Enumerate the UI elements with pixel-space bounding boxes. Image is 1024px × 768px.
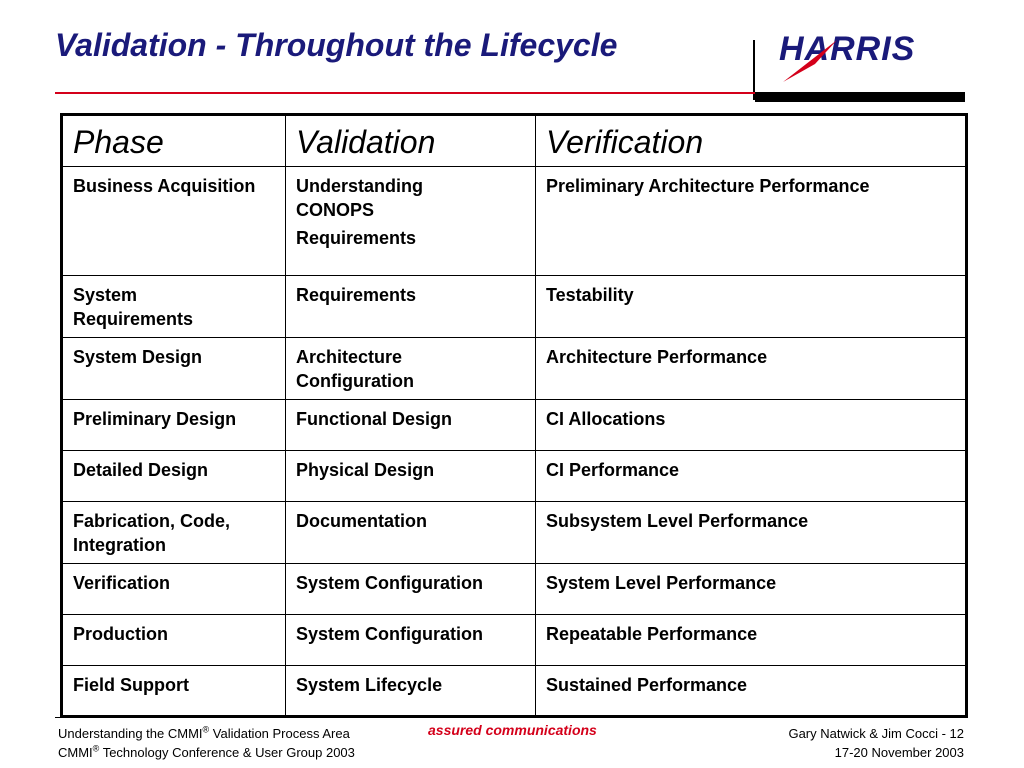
- table-row: [62, 615, 967, 666]
- phase-text: Fabrication, Code, Integration: [73, 511, 231, 555]
- cell-validation: Functional Design: [286, 400, 536, 451]
- cell-validation: System Configuration: [286, 564, 536, 615]
- slide-title: Validation - Throughout the Lifecycle: [55, 27, 618, 63]
- table-row: [62, 400, 967, 451]
- validation-item: CONOPS: [296, 200, 375, 220]
- footer-date: 17-20 November 2003: [834, 745, 964, 760]
- cell-phase: Production: [62, 615, 286, 666]
- header-black-bar: [755, 92, 965, 102]
- footer-text: Technology Conference & User Group 2003: [99, 745, 355, 760]
- cell-phase: [62, 502, 286, 564]
- cell-validation: [286, 338, 536, 400]
- footer-text: CMMI: [58, 745, 93, 760]
- header-verification: Verification: [536, 115, 967, 167]
- table-row: [62, 451, 967, 502]
- cell-phase: [62, 276, 286, 338]
- table-row: [62, 502, 967, 564]
- validation-item: Understanding: [296, 176, 424, 196]
- cell-validation: System Lifecycle: [286, 666, 536, 717]
- registered-mark: ®: [92, 743, 100, 754]
- cell-verification: Architecture Performance: [536, 338, 967, 400]
- header-validation: Validation: [286, 115, 536, 167]
- harris-logo: [775, 30, 955, 85]
- footer-left-line1: [58, 724, 355, 743]
- footer-text: Understanding the CMMI: [58, 726, 203, 741]
- footer-rule: [55, 717, 965, 718]
- footer-right: [788, 724, 964, 762]
- header-vertical-rule: [753, 40, 755, 100]
- cell-verification: System Level Performance: [536, 564, 967, 615]
- registered-mark: ®: [202, 724, 210, 735]
- table-row: [62, 276, 967, 338]
- footer-left: [58, 724, 355, 762]
- footer-left-line2: [58, 743, 355, 762]
- cell-validation: Physical Design: [286, 451, 536, 502]
- cell-validation: Documentation: [286, 502, 536, 564]
- cell-verification: CI Performance: [536, 451, 967, 502]
- cell-phase: Preliminary Design: [62, 400, 286, 451]
- header-phase: Phase: [62, 115, 286, 167]
- header-red-rule: [55, 92, 755, 94]
- cell-phase: Detailed Design: [62, 451, 286, 502]
- cell-verification: Testability: [536, 276, 967, 338]
- harris-logo-text: HARRIS: [779, 30, 916, 68]
- cell-verification: Preliminary Architecture Performance: [536, 167, 967, 276]
- cell-verification: Repeatable Performance: [536, 615, 967, 666]
- lifecycle-table: [60, 113, 968, 718]
- table-row: [62, 167, 967, 276]
- cell-verification: Subsystem Level Performance: [536, 502, 967, 564]
- cell-phase: System Design: [62, 338, 286, 400]
- cell-validation: System Configuration: [286, 615, 536, 666]
- phase-text: System Requirements: [73, 285, 194, 329]
- cell-validation: [286, 167, 536, 276]
- cell-verification: CI Allocations: [536, 400, 967, 451]
- table-row: [62, 338, 967, 400]
- cell-validation: Requirements: [286, 276, 536, 338]
- validation-item: Requirements: [296, 228, 417, 248]
- cell-phase: Field Support: [62, 666, 286, 717]
- cell-phase: Business Acquisition: [62, 167, 286, 276]
- validation-item: Architecture Configuration: [296, 347, 414, 391]
- table-row: [62, 666, 967, 717]
- cell-verification: Sustained Performance: [536, 666, 967, 717]
- cell-phase: Verification: [62, 564, 286, 615]
- footer-text: Validation Process Area: [209, 726, 350, 741]
- table-row: [62, 564, 967, 615]
- footer-tagline: assured communications: [428, 722, 597, 738]
- footer-author-page: Gary Natwick & Jim Cocci - 12: [788, 726, 964, 741]
- table-header-row: [62, 115, 967, 167]
